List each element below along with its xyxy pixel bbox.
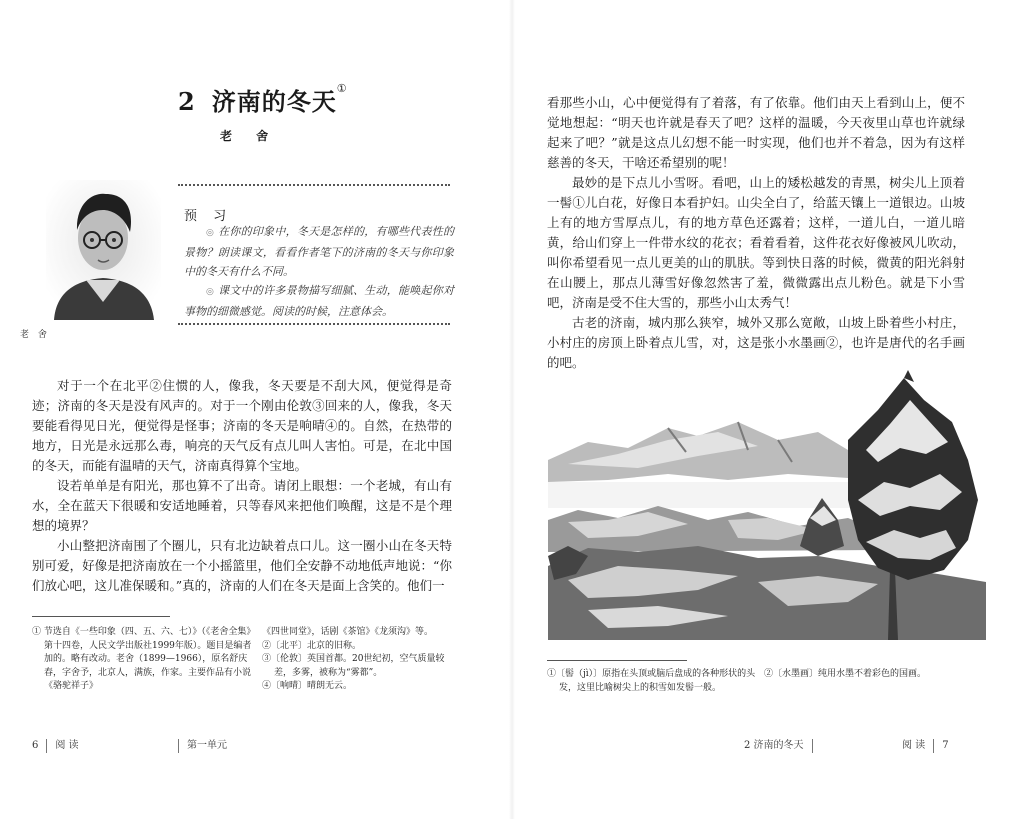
body-paragraph: 古老的济南，城内那么狭窄，城外又那么宽敞，山坡上卧着些小村庄，小村庄的房顶上卧着点儿雪，对，这是张小水墨画②，也许是唐代的名手画的吧。 bbox=[547, 315, 965, 370]
body-paragraph: 设若单单是有阳光，那也算不了出奇。请闭上眼想：一个老城，有山有水，全在蓝天下很暖和安适地睡着，只等春风来把他们唤醒，这是不是个理想的境界？ bbox=[32, 478, 452, 533]
left-body-text bbox=[32, 376, 452, 596]
snowy-mountain-painting bbox=[548, 370, 986, 640]
footnotes-left-column bbox=[32, 626, 252, 694]
page-number: 6 bbox=[32, 740, 39, 751]
footnote-2: ②〔水墨画〕纯用水墨不着彩色的国画。 bbox=[764, 669, 927, 679]
footnote-rule bbox=[32, 616, 170, 617]
lesson-title-text: 济南的冬天 bbox=[211, 87, 337, 116]
body-paragraph: 最妙的是下点儿小雪呀。看吧，山上的矮松越发的青黑，树尖儿上顶着一髻①儿白花，好像日本看护妇。山尖全白了，给蓝天镶上一道银边。山坡上有的地方雪厚点儿，有的地方草色还露着；这样，一道儿白，一道儿暗黄，给山们穿上一件带水纹的花衣；看着看着，这件花衣好像被风儿吹动，叫你希望看见一点儿更美的山的肌肤。等到快日落的时候，微黄的阳光斜射在山腰上，那点儿薄雪好像忽然害了羞，微微露出点儿粉色。就是下小雪吧，济南是受不住大雪的，那些小山太秀气！ bbox=[547, 175, 965, 310]
body-paragraph: 小山整把济南围了个圈儿，只有北边缺着点口儿。这一圈小山在冬天特别可爱，好像是把济南放在一个小摇篮里，他们全安静不动地低声地说：“你们放心吧，这儿准保暖和。”真的，济南的人们在冬天是面上含笑的。他们一 bbox=[32, 538, 452, 593]
unit-folio bbox=[178, 736, 227, 753]
body-paragraph: 对于一个在北平②住惯的人，像我，冬天要是不刮大风，便觉得是奇迹；济南的冬天是没有风声的。对于一个刚由伦敦③回来的人，像我，冬天要能看得见日光，便觉得是怪事；济南的冬天是响晴④的。自然，在热带的地方，日光是永远那么毒，响亮的天气反有点儿叫人害怕。可是，在北中国的冬天，而能有温晴的天气，济南真得算个宝地。 bbox=[32, 378, 452, 473]
footnote-1: ①〔髻（jì）〕原指在头顶或脑后盘成的各种形状的头发，这里比喻树尖上的积雪如发髻一般。 bbox=[547, 669, 756, 693]
circle-bullet-icon: ◎ bbox=[206, 287, 215, 297]
unit-label: 第一单元 bbox=[187, 740, 227, 751]
footnote: ① 节选自《一些印象（四、五、六、七）》（《老舍全集》第十四卷，人民文学出版社1999年版）。题目是编者加的。略有改动。老舍（1899—1966），原名舒庆春，字舍予，北京人，满族，作家。主要作品有小说《骆驼祥子》 bbox=[32, 627, 252, 691]
footnotes-right-column bbox=[262, 626, 458, 694]
preview-paragraph: ◎ 在你的印象中，冬天是怎样的，有哪些代表性的景物？朗读课文，看看作者笔下的济南的冬天与你印象中的冬天有什么不同。 bbox=[184, 225, 455, 278]
left-folio bbox=[32, 736, 79, 753]
lesson-title bbox=[178, 82, 348, 117]
right-folio bbox=[902, 736, 949, 753]
footnote: ③〔伦敦〕英国首都。20世纪初，空气质量较差，多雾，被称为“雾都”。 bbox=[262, 654, 445, 678]
preview-heading: 预 习 bbox=[184, 209, 233, 224]
chapter-folio bbox=[744, 736, 821, 753]
lesson-number: 2 bbox=[178, 87, 196, 116]
section-label: 阅 读 bbox=[55, 740, 79, 751]
footnote: ④〔响晴〕晴朗无云。 bbox=[262, 681, 353, 691]
portrait-caption: 老 舍 bbox=[20, 330, 50, 340]
right-body-text bbox=[547, 93, 965, 373]
title-footnote-mark: ① bbox=[336, 82, 348, 95]
author-portrait bbox=[46, 180, 161, 320]
page-number: 7 bbox=[942, 740, 949, 751]
circle-bullet-icon: ◎ bbox=[206, 228, 215, 238]
preview-paragraph: ◎ 课文中的许多景物描写细腻、生动，能唤起你对事物的细微感觉。阅读的时候，注意体会。 bbox=[184, 284, 455, 318]
author-name: 老 舍 bbox=[220, 129, 279, 143]
preview-bottom-rule bbox=[178, 323, 450, 325]
footnote-rule bbox=[547, 660, 687, 661]
body-paragraph: 看那些小山，心中便觉得有了着落，有了依靠。他们由天上看到山上，便不觉地想起：“明天也许就是春天了吧？这样的温暖，今天夜里山草也许就绿起来了吧？”就是这点儿幻想不能一时实现，他们也并不着急，因为有这样慈善的冬天，干啥还希望别的呢！ bbox=[547, 95, 965, 170]
section-label: 阅 读 bbox=[902, 740, 926, 751]
preview-text bbox=[184, 222, 454, 321]
chapter-label: 2 济南的冬天 bbox=[744, 740, 804, 751]
preview-top-rule bbox=[178, 184, 450, 186]
footnote: 《四世同堂》，话剧《茶馆》《龙须沟》等。 bbox=[262, 627, 434, 637]
footnote: ②〔北平〕北京的旧称。 bbox=[262, 640, 362, 651]
